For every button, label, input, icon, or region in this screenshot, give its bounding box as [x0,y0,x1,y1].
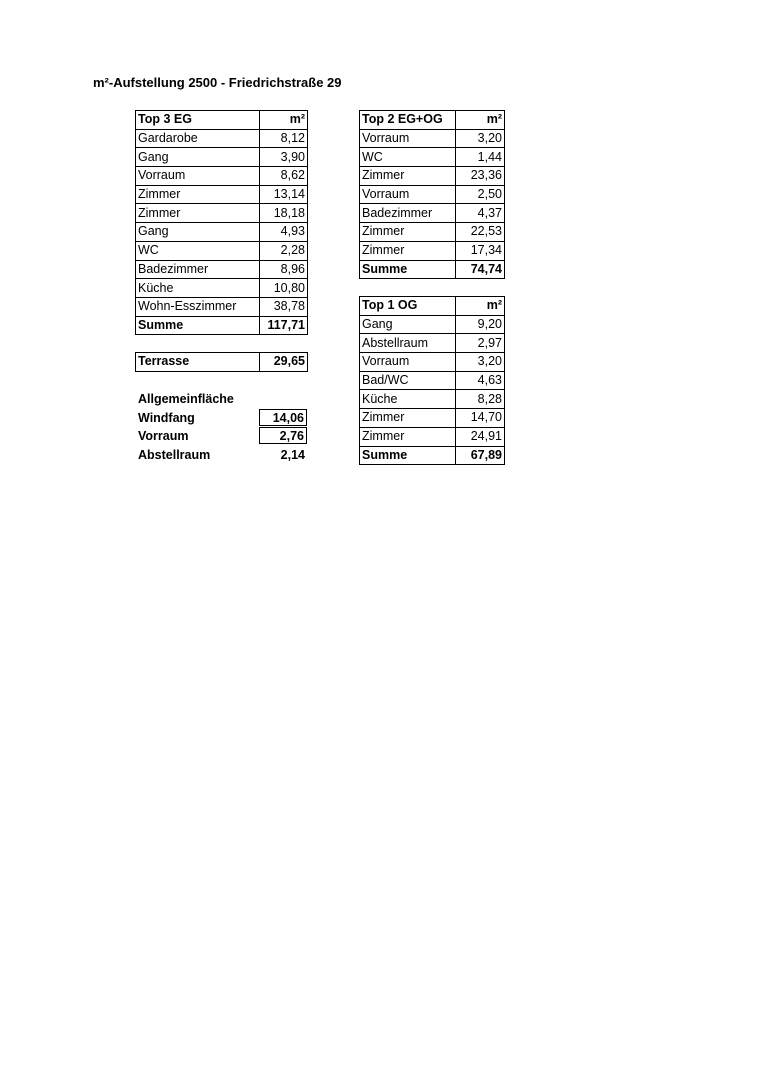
room-name: Gang [360,315,456,334]
sum-value: 117,71 [260,316,308,335]
room-name: Zimmer [360,167,456,186]
sum-label: Summe [360,446,456,465]
table-row [360,185,505,204]
room-area: 24,91 [456,427,505,446]
table-header-row [360,297,505,316]
room-area: 38,78 [260,297,308,316]
document-title: m²-Aufstellung 2500 - Friedrichstraße 29 [93,75,342,90]
table-row [360,427,505,446]
room-name: WC [136,241,260,260]
header-label: Top 2 EG+OG [360,111,456,130]
room-name: Gang [136,223,260,242]
room-name: Gang [136,148,260,167]
room-name: Zimmer [360,223,456,242]
table-row [136,279,308,298]
table-row [360,148,505,167]
terrasse-table [135,352,308,372]
allgemein-value: 2,76 [259,427,307,444]
table-row [136,223,308,242]
room-name: Badezimmer [360,204,456,223]
room-name: Zimmer [136,185,260,204]
room-area: 13,14 [260,185,308,204]
table-row [360,241,505,260]
header-unit: m² [456,297,505,316]
table-row [360,204,505,223]
table-row [360,223,505,242]
room-area: 1,44 [456,148,505,167]
table-row [136,167,308,186]
terrasse-value: 29,65 [260,353,308,372]
room-name: WC [360,148,456,167]
room-area: 8,28 [456,390,505,409]
room-name: Abstellraum [360,334,456,353]
room-name: Wohn-Esszimmer [136,297,260,316]
room-name: Zimmer [136,204,260,223]
room-name: Bad/WC [360,371,456,390]
table-row [136,185,308,204]
table-row [360,167,505,186]
room-area: 17,34 [456,241,505,260]
room-area: 9,20 [456,315,505,334]
table-row [360,390,505,409]
table-header-row [136,111,308,130]
sum-value: 74,74 [456,260,505,279]
top2-table [359,110,505,279]
table-row [136,204,308,223]
room-area: 8,96 [260,260,308,279]
allgemein-label: Windfang [138,411,195,425]
sum-value: 67,89 [456,446,505,465]
table-row [136,129,308,148]
sum-row [136,316,308,335]
terrasse-row [136,353,308,372]
sum-label: Summe [360,260,456,279]
table-row [136,241,308,260]
room-area: 8,62 [260,167,308,186]
room-area: 2,50 [456,185,505,204]
allgemein-value: 14,06 [259,409,307,426]
room-area: 18,18 [260,204,308,223]
room-name: Badezimmer [136,260,260,279]
allgemein-heading: Allgemeinfläche [138,392,234,406]
room-name: Küche [136,279,260,298]
header-label: Top 3 EG [136,111,260,130]
table-row [136,260,308,279]
header-label: Top 1 OG [360,297,456,316]
room-name: Vorraum [360,185,456,204]
table-row [360,129,505,148]
room-area: 3,90 [260,148,308,167]
room-name: Vorraum [360,353,456,372]
room-area: 8,12 [260,129,308,148]
table-row [136,297,308,316]
room-name: Vorraum [360,129,456,148]
table-row [360,371,505,390]
allgemein-label: Vorraum [138,429,189,443]
header-unit: m² [456,111,505,130]
sum-row [360,446,505,465]
table-row [360,315,505,334]
room-area: 4,63 [456,371,505,390]
room-area: 2,28 [260,241,308,260]
table-row [360,334,505,353]
room-area: 4,93 [260,223,308,242]
room-area: 3,20 [456,129,505,148]
room-area: 2,97 [456,334,505,353]
table-row [360,353,505,372]
room-name: Gardarobe [136,129,260,148]
room-area: 10,80 [260,279,308,298]
room-area: 3,20 [456,353,505,372]
allgemein-label: Abstellraum [138,448,211,462]
table-header-row [360,111,505,130]
terrasse-label: Terrasse [136,353,260,372]
top3-table [135,110,308,335]
table-row [360,409,505,428]
room-name: Vorraum [136,167,260,186]
table-row [136,148,308,167]
sum-row [360,260,505,279]
header-unit: m² [260,111,308,130]
room-area: 4,37 [456,204,505,223]
room-area: 22,53 [456,223,505,242]
room-name: Zimmer [360,427,456,446]
room-area: 14,70 [456,409,505,428]
room-area: 23,36 [456,167,505,186]
top1-table [359,296,505,465]
sum-label: Summe [136,316,260,335]
allgemein-value: 2,14 [280,448,305,462]
room-name: Zimmer [360,241,456,260]
room-name: Zimmer [360,409,456,428]
room-name: Küche [360,390,456,409]
